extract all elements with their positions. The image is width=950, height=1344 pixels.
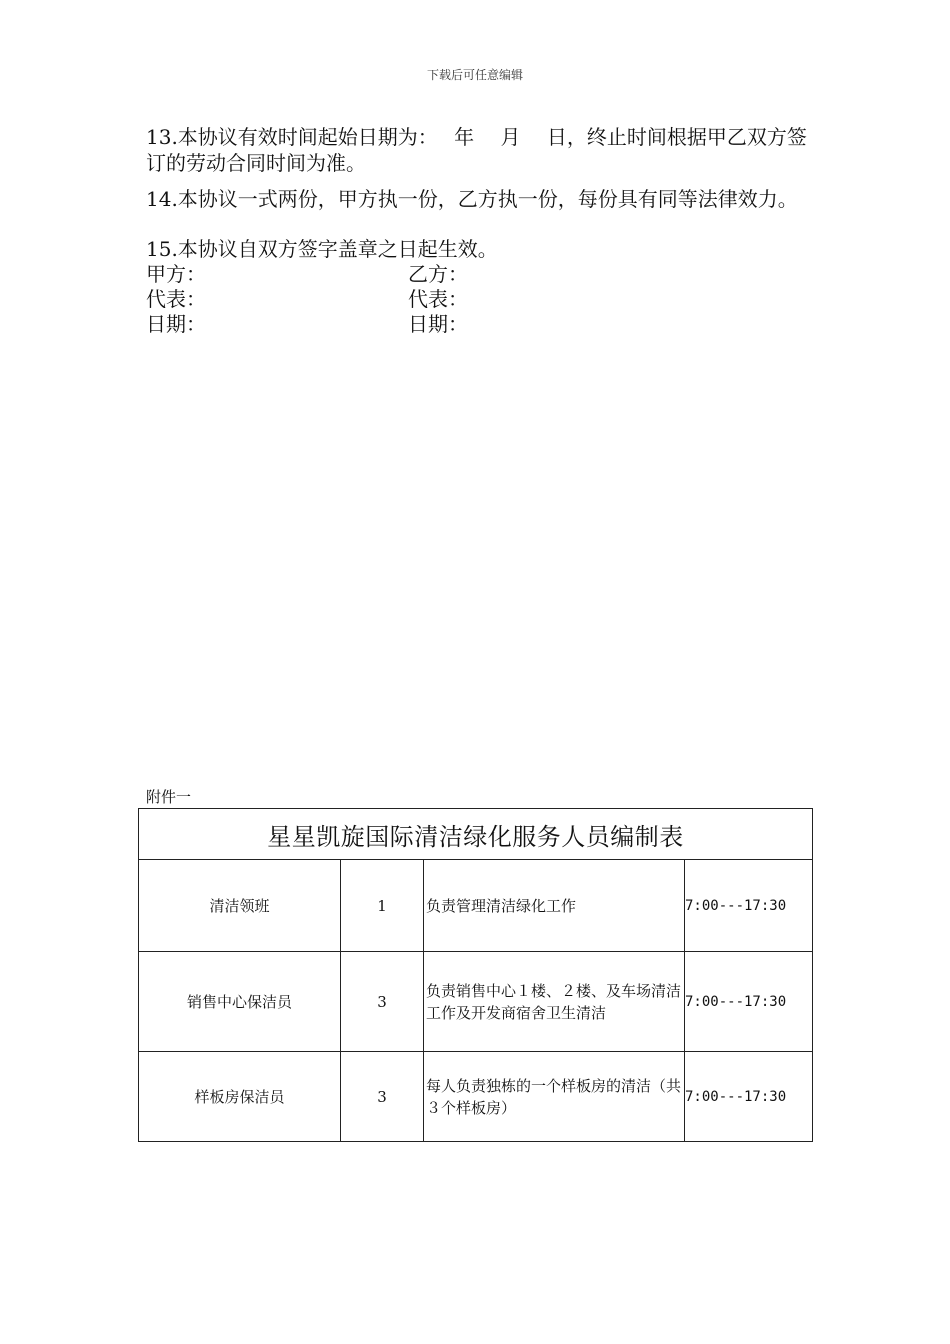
duty-cell: 每人负责独栋的一个样板房的清洁（共３个样板房） bbox=[424, 1052, 685, 1142]
position-cell: 样板房保洁员 bbox=[139, 1052, 341, 1142]
attachment-label: 附件一 bbox=[146, 788, 192, 806]
table-title: 星星凯旋国际清洁绿化服务人员编制表 bbox=[139, 809, 813, 860]
clause-14: 14.本协议一式两份，甲方执一份，乙方执一份，每份具有同等法律效力。 bbox=[146, 187, 798, 211]
page-header-note: 下载后可任意编辑 bbox=[426, 68, 523, 82]
representative-b-label: 代表： bbox=[408, 287, 468, 311]
count-cell: 3 bbox=[341, 952, 424, 1052]
table-title-row bbox=[139, 809, 813, 860]
position-cell: 清洁领班 bbox=[139, 860, 341, 952]
duty-cell: 负责管理清洁绿化工作 bbox=[424, 860, 685, 952]
count-cell: 1 bbox=[341, 860, 424, 952]
hours-cell: 7:00---17:30 bbox=[685, 1052, 813, 1142]
party-b-label: 乙方： bbox=[408, 262, 468, 286]
staffing-table bbox=[138, 808, 813, 1142]
date-a-label: 日期： bbox=[146, 312, 206, 336]
table-row bbox=[139, 1052, 813, 1142]
table-row bbox=[139, 952, 813, 1052]
count-cell: 3 bbox=[341, 1052, 424, 1142]
hours-cell: 7:00---17:30 bbox=[685, 952, 813, 1052]
position-cell: 销售中心保洁员 bbox=[139, 952, 341, 1052]
clause-15: 15.本协议自双方签字盖章之日起生效。 bbox=[146, 237, 498, 261]
table-row bbox=[139, 860, 813, 952]
clause-13: 13.本协议有效时间起始日期为： 年 月 日，终止时间根据甲乙双方签订的劳动合同时间为准。 bbox=[146, 125, 807, 175]
hours-cell: 7:00---17:30 bbox=[685, 860, 813, 952]
date-b-label: 日期： bbox=[408, 312, 468, 336]
party-a-label: 甲方： bbox=[146, 262, 206, 286]
duty-cell: 负责销售中心１楼、２楼、及车场清洁工作及开发商宿舍卫生清洁 bbox=[424, 952, 685, 1052]
representative-a-label: 代表： bbox=[146, 287, 206, 311]
